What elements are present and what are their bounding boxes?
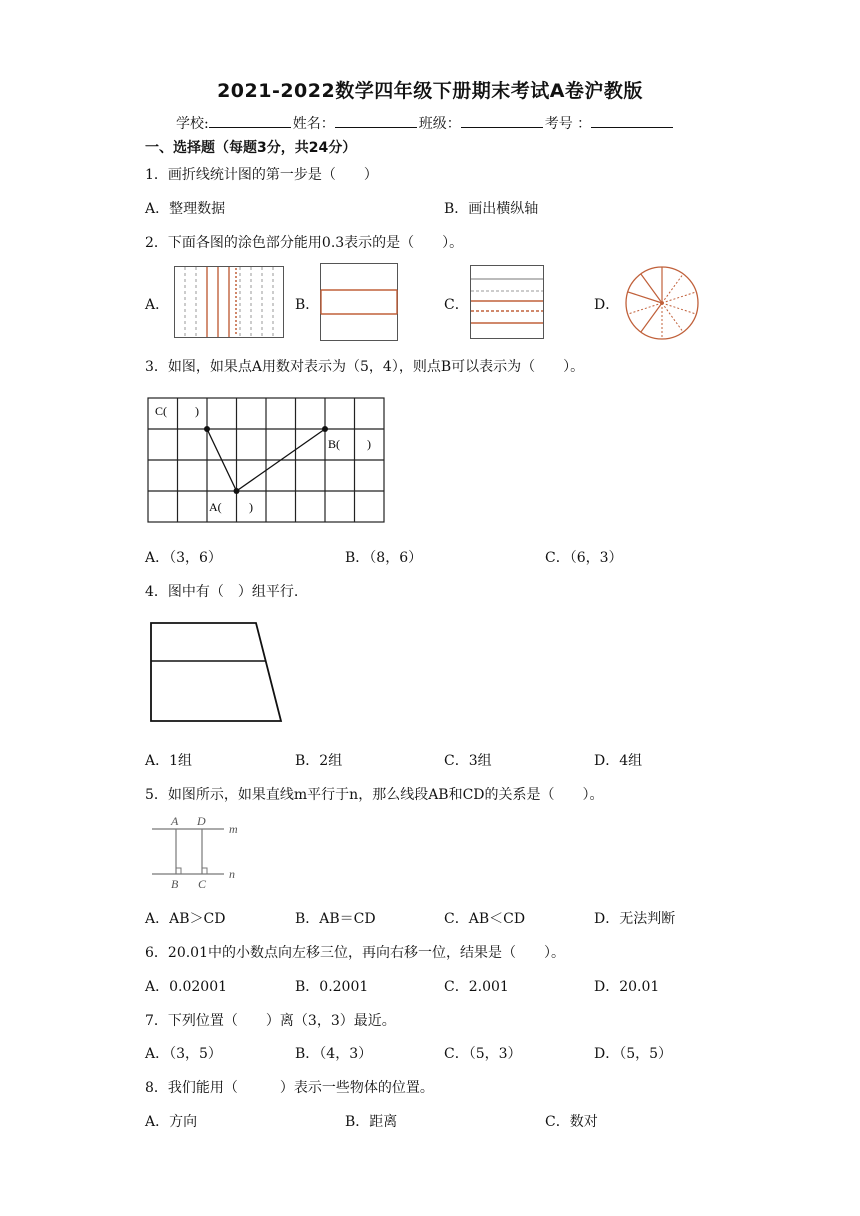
q2-option-d[interactable]: D． [594,297,620,313]
school-label: 学校: [176,116,209,132]
number-label: 考号 ： [544,116,592,132]
q2-option-b[interactable]: B． [295,297,320,313]
q4-option-a[interactable]: A．1组 [145,753,193,769]
q8-option-a[interactable]: A．方向 [145,1114,198,1130]
q7-option-a[interactable]: A．（3，5） [145,1046,222,1062]
class-label: 班级： [418,116,461,132]
q3-option-b[interactable]: B．（8，6） [345,550,423,566]
question-4-stem: 4．图中有（ ）组平行. [145,584,299,600]
section-heading: 一、选择题（每题3分，共24分） [145,140,357,156]
q2-figure-c [470,265,544,339]
q6-option-d[interactable]: D．20.01 [594,979,660,995]
label-m: m [229,822,238,836]
q4-option-d[interactable]: D．4组 [594,753,643,769]
label-c: C [198,877,207,891]
label-c-open: C( [155,404,167,418]
school-blank[interactable] [209,113,291,128]
q1-option-a[interactable]: A．整理数据 [145,201,226,217]
question-6-stem: 6．20.01中的小数点向左移三位，再向右移一位，结果是（ ）。 [145,945,565,961]
q3-grid-figure [147,394,389,524]
label-c-close: ) [195,404,199,418]
q4-trapezoid-figure [148,620,284,724]
question-2-stem: 2．下面各图的涂色部分能用0.3表示的是（ ）。 [145,235,464,251]
q5-option-b[interactable]: B．AB＝CD [295,911,376,927]
q2-figure-a [174,266,284,338]
page-title: 2021-2022数学四年级下册期末考试A卷沪教版 [217,80,643,102]
question-7-stem: 7．下列位置（ ）离（3，3）最近。 [145,1013,396,1029]
q3-option-c[interactable]: C．（6，3） [545,550,623,566]
q2-figure-d [625,266,699,340]
q4-option-c[interactable]: C．3组 [444,753,492,769]
label-d: D [197,814,206,828]
label-a-close: ) [249,500,253,514]
q2-option-c[interactable]: C． [444,297,469,313]
q7-option-c[interactable]: C．（5，3） [444,1046,522,1062]
question-8-stem: 8．我们能用（ ）表示一些物体的位置。 [145,1080,434,1096]
label-n: n [229,867,235,881]
q2-figure-b [320,263,398,341]
q6-option-b[interactable]: B．0.2001 [295,979,369,995]
class-blank[interactable] [461,113,543,128]
question-5-stem: 5．如图所示，如果直线m平行于n，那么线段AB和CD的关系是（ ）。 [145,787,604,803]
name-label: 姓名： [292,116,335,132]
name-blank[interactable] [335,113,417,128]
q5-option-c[interactable]: C．AB＜CD [444,911,526,927]
label-b-open: B( [328,437,340,451]
label-b: B [171,877,179,891]
label-b-close: ) [367,437,371,451]
q6-option-a[interactable]: A．0.02001 [145,979,228,995]
q6-option-c[interactable]: C．2.001 [444,979,509,995]
q1-option-b[interactable]: B．画出横纵轴 [444,201,539,217]
q7-option-b[interactable]: B．（4，3） [295,1046,373,1062]
question-1-stem: 1．画折线统计图的第一步是（ ） [145,167,378,183]
question-3-stem: 3．如图，如果点A用数对表示为（5，4），则点B可以表示为（ ）。 [145,359,585,375]
student-info-line [176,113,675,133]
q7-option-d[interactable]: D．（5，5） [594,1046,673,1062]
q3-option-a[interactable]: A．（3，6） [145,550,222,566]
q8-option-b[interactable]: B．距离 [345,1114,398,1130]
q5-parallel-lines-figure [150,812,246,892]
q4-option-b[interactable]: B．2组 [295,753,343,769]
q8-option-c[interactable]: C．数对 [545,1114,598,1130]
label-a-open: A( [209,500,222,514]
q5-option-d[interactable]: D．无法判断 [594,911,676,927]
label-a: A [171,814,179,828]
number-blank[interactable] [591,113,673,128]
q5-option-a[interactable]: A．AB＞CD [145,911,226,927]
q2-option-a[interactable]: A． [145,297,170,313]
